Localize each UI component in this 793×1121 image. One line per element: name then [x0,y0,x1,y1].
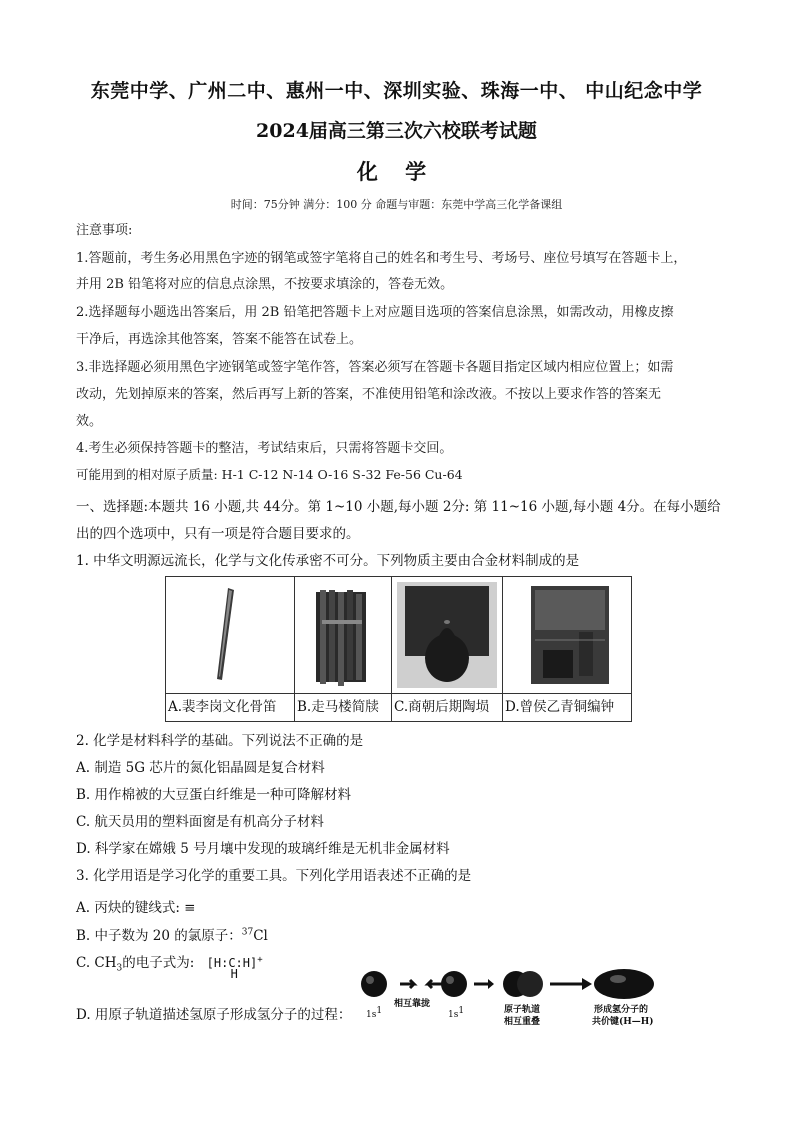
pottery-xun-image [392,577,502,693]
option-b-text: B. 中子数为 20 的氯原子： [76,928,242,944]
question-3-option-a[interactable]: A. 丙炔的键线式: ≡ [76,900,196,916]
electron-formula [206,955,263,981]
note-1b: 并用 2B 铅笔将对应的信息点涂黑，不按要求填涂的，答卷无效。 [76,277,454,292]
bronze-bells-image [503,577,631,693]
option-b-label: B.走马楼简牍 [295,693,391,721]
orbital-label-right: $1s^1$ [448,1006,465,1020]
note-1a: 1.答题前，考生务必用黑色字迹的钢笔或签字笔将自己的姓名和考生号、考场号、座位号填写在答题卡上， [76,251,687,266]
note-2b: 干净后，再选涂其他答案，答案不能答在试卷上。 [76,332,363,347]
option-b-cell[interactable] [295,577,392,722]
question-2-option-a[interactable]: A. 制造 5G 芯片的氮化铝晶圆是复合材料 [76,760,325,776]
bone-flute-image [166,577,294,693]
note-3c: 效。 [76,414,103,429]
atomic-mass-note: 可能用到的相对原子质量: H-1 C-12 N-14 O-16 S-32 Fe-56 Cu-64 [76,467,463,482]
element-symbol: Cl [253,928,268,944]
note-3b: 改动，先划掉原来的答案，然后再写上新的答案，不准使用铅笔和涂改液。不按以上要求作答的答案无 [76,387,662,402]
exam-meta: 时间：75分钟 满分：100 分 命题与审题：东莞中学高三化学备课组 [230,198,563,211]
question-1-stem: 1. 中华文明源远流长，化学与文化传承密不可分。下列物质主要由合金材料制成的是 [76,553,580,569]
option-c-cell[interactable] [392,577,503,722]
section-instruction-2: 出的四个选项中，只有一项是符合题目要求的。 [76,526,360,542]
notes-title: 注意事项: [76,223,133,238]
hydrogen-orbital-diagram [356,966,666,1032]
question-2-option-b[interactable]: B. 用作棉被的大豆蛋白纤维是一种可降解材料 [76,787,352,803]
orbital-label-left: $1s^1$ [366,1006,383,1020]
electron-formula-bottom-h: H [230,967,238,981]
question-2-stem: 2. 化学是材料科学的基础。下列说法不正确的是 [76,733,364,749]
note-2a: 2.选择题每小题选出答案后，用 2B 铅笔把答题卡上对应题目选项的答案信息涂黑，如需改动，用橡皮擦 [76,305,674,320]
electron-formula-main: [H:C:H] [206,956,258,970]
question-3-option-d[interactable]: D. 用原子轨道描述氢原子形成氢分子的过程： [76,1007,352,1023]
step-overlap-label-2: 相互重叠 [504,1017,541,1027]
section-instruction-1: 一、选择题:本题共 16 小题,共 44分。第 1~10 小题,每小题 2分: 第 11~16 小题,每小题 4分。在每小题给 [76,499,721,515]
question-2-option-d[interactable]: D. 科学家在嫦娥 5 号月壤中发现的玻璃纤维是无机非金属材料 [76,841,450,857]
step-approach-label: 相互靠拢 [394,999,431,1009]
option-d-label: D.曾侯乙青铜编钟 [503,693,631,721]
option-d-cell[interactable] [503,577,632,722]
question-1-image-table [165,576,632,722]
step-bond-label-1: 形成氢分子的 [594,1005,649,1015]
option-c-suffix: 的电子式为: [122,955,195,971]
bamboo-slips-image [295,577,391,693]
subscript: 3 [116,963,123,974]
option-c-text: C. CH [76,955,117,971]
mass-number: 37 [241,927,254,938]
option-a-label: A.裴李岗文化骨笛 [166,693,294,721]
option-a-cell[interactable] [166,577,295,722]
question-3-stem: 3. 化学用语是学习化学的重要工具。下列化学用语表述不正确的是 [76,868,472,884]
question-2-option-c[interactable]: C. 航天员用的塑料面窗是有机高分子材料 [76,814,324,830]
school-list: 东莞中学、广州二中、惠州一中、深圳实验、珠海一中、 中山纪念中学 [90,80,703,102]
step-bond-label-2: 共价键(H—H) [592,1017,654,1027]
charge: + [257,955,263,965]
question-3-option-b[interactable] [76,924,726,944]
exam-title: 2024届高三第三次六校联考试题 [256,120,537,142]
note-3a: 3.非选择题必须用黑色字迹钢笔或签字笔作答，答案必须写在答题卡各题目指定区域内相应位置上；如需 [76,360,674,375]
note-4: 4.考生必须保持答题卡的整洁，考试结束后，只需将答题卡交回。 [76,441,453,456]
option-c-label: C.商朝后期陶埙 [392,693,502,721]
step-overlap-label-1: 原子轨道 [504,1005,541,1015]
subject-title: 化 学 [356,159,437,184]
